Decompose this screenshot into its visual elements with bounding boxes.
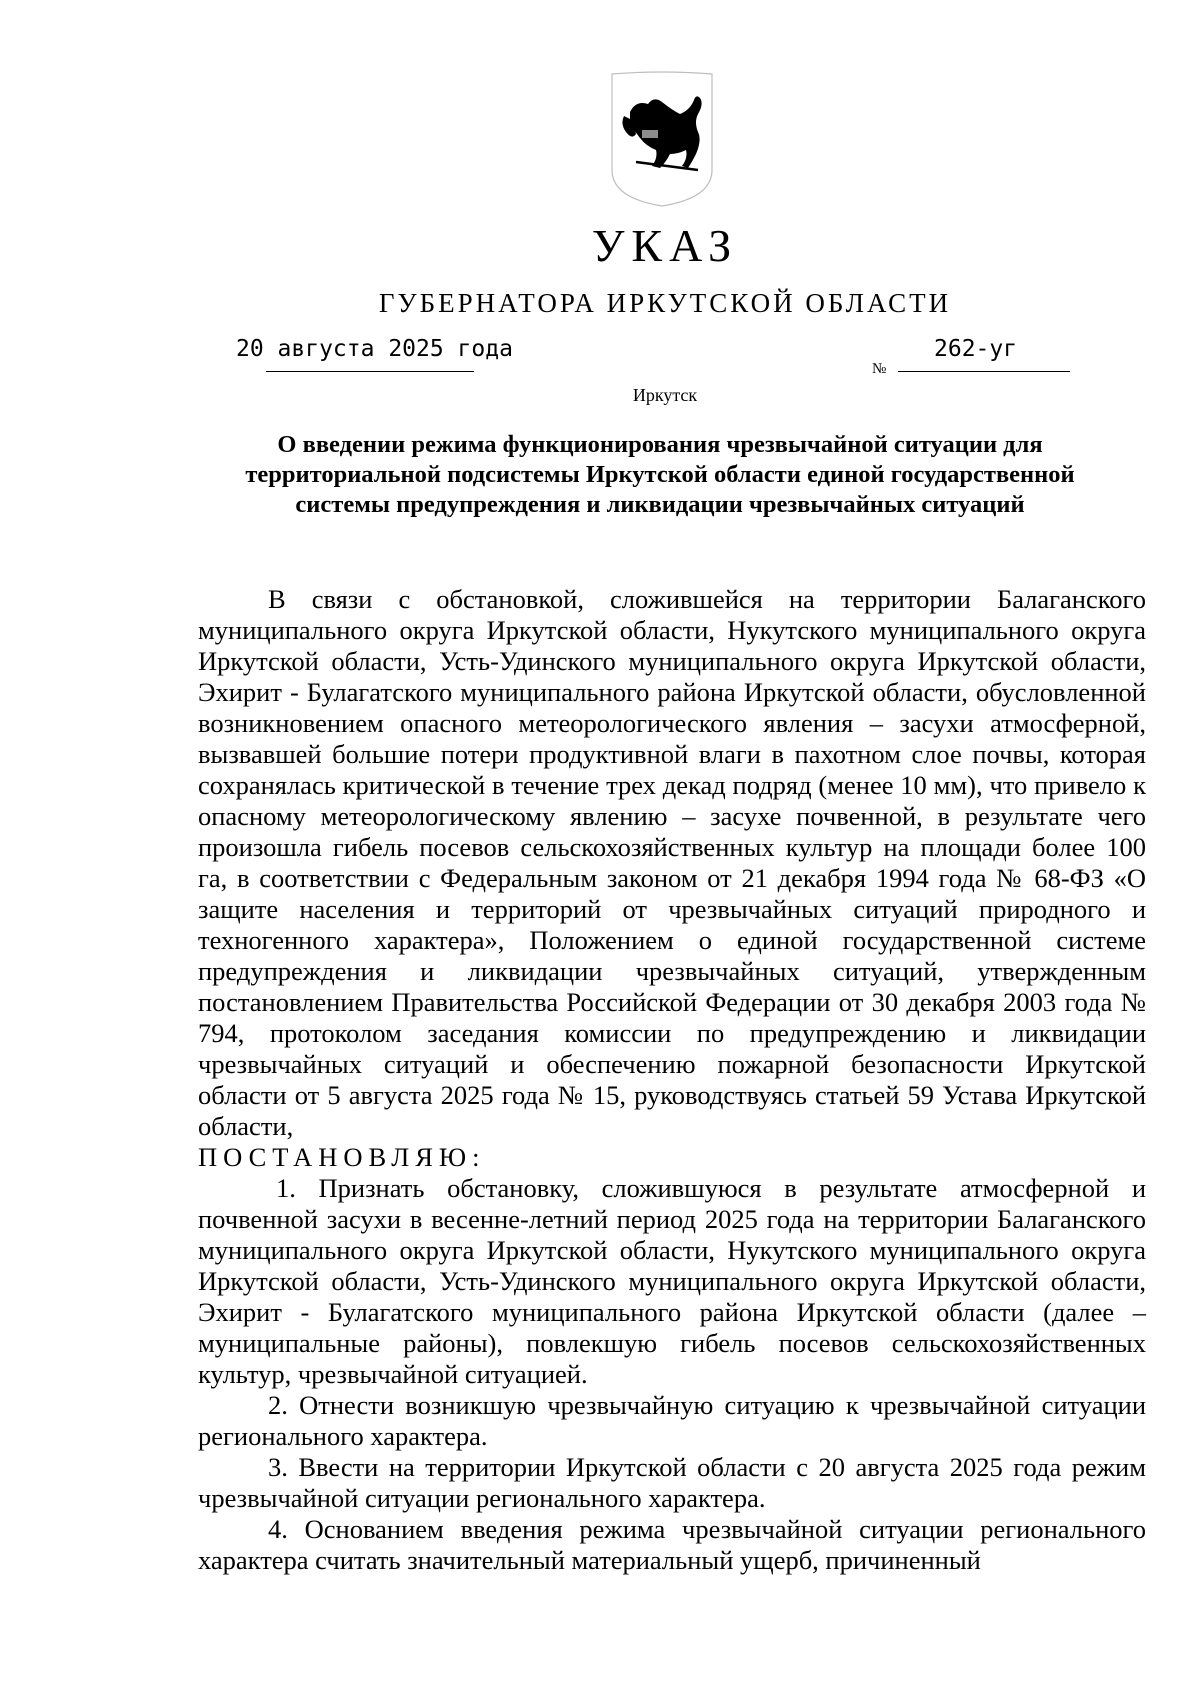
decree-item-1: 1. Признать обстановку, сложившуюся в результате атмосферной и почвенной засухи в весенне-летний период 2025 года на территории Балаганского муниципального округа Иркутской области, Нукутского муниципального округа Иркутской области, Усть-Удинского муниципального округа Иркутской области, Эхирит - Булагатского муниципального района Иркутской области (далее – муниципальные районы), повлекшую гибель посевов сельскохозяйственных культур, чрезвычайной ситуацией. <box>198 1173 1146 1389</box>
document-number: 262-уг <box>934 336 1018 362</box>
document-title: УКАЗ <box>591 220 739 271</box>
document-city: Иркутск <box>632 385 698 405</box>
decree-item-3: 3. Ввести на территории Иркутской области с 20 августа 2025 года режим чрезвычайной ситуации регионального характера. <box>198 1452 1146 1513</box>
decree-item-4: 4. Основанием введения режима чрезвычайной ситуации регионального характера считать значительный материальный ущерб, причиненный <box>198 1514 1146 1575</box>
document-subtitle: ГУБЕРНАТОРА ИРКУТСКОЙ ОБЛАСТИ <box>378 288 952 318</box>
resolve-keyword: ПОСТАНОВЛЯЮ: <box>198 1142 486 1172</box>
document-body <box>198 584 1146 1576</box>
coat-of-arms-emblem <box>606 70 718 210</box>
date-underline <box>266 371 474 372</box>
preamble-paragraph: В связи с обстановкой, сложившейся на территории Балаганского муниципального округа Иркутской области, Нукутского муниципального округа Иркутской области, Усть-Удинского муниципального округа Иркутской области, Эхирит - Булагатского муниципального района Иркутской области, обусловленной возникновением опасного метеорологического явления – засухи атмосферной, вызвавшей большие потери продуктивной влаги в пахотном слое почвы, которая сохранялась критической в течение трех декад подряд (менее 10 мм), что привело к опасному метеорологическому явлению – засухе почвенной, в результате чего произошла гибель посевов сельскохозяйственных культур на площади более 100 га, в соответствии с Федеральным законом от 21 декабря 1994 года № 68-ФЗ «О защите населения и территорий от чрезвычайных ситуаций природного и техногенного характера», Положением о единой государственной системе предупреждения и ликвидации чрезвычайных ситуаций, утвержденным постановлением Правительства Российской Федерации от 30 декабря 2003 года № 794, протоколом заседания комиссии по предупреждению и ликвидации чрезвычайных ситуаций и обеспечению пожарной безопасности Иркутской области от 5 августа 2025 года № 15, руководствуясь статьей 59 Устава Иркутской области, <box>198 584 1146 1141</box>
decree-item-2: 2. Отнести возникшую чрезвычайную ситуацию к чрезвычайной ситуации регионального характера. <box>198 1390 1146 1451</box>
number-sign: № <box>872 361 887 377</box>
document-date: 20 августа 2025 года <box>236 336 513 362</box>
number-underline <box>898 371 1070 372</box>
document-heading: О введении режима функционирования чрезвычайной ситуации для территориальной подсистемы Иркутской области единой государственной системы предупреждения и ликвидации чрезвычайных ситуаций <box>245 431 1075 518</box>
